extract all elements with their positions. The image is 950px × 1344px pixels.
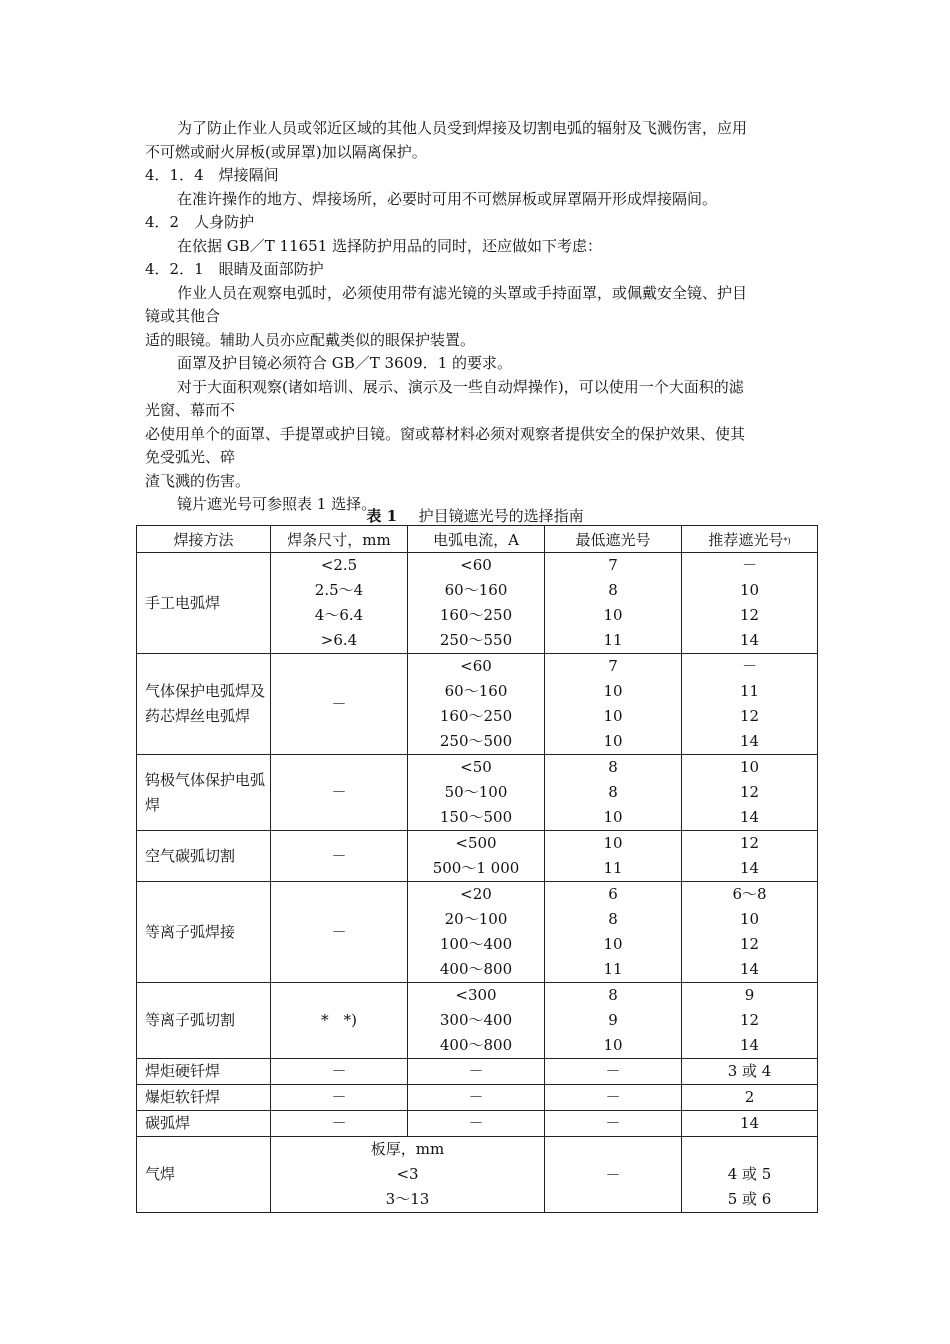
table-cell-value: 8 (608, 581, 618, 599)
table-cell-value: 60～160 (444, 682, 508, 700)
electrode-size-cell (271, 553, 408, 654)
table-row-gas-welding (137, 1137, 818, 1213)
table-row (137, 983, 818, 1059)
recommended-shade-cell (682, 882, 818, 983)
table-cell-value: 6 (608, 885, 618, 903)
table-cell-value: 11 (739, 682, 760, 700)
heading-4-2-1: 4．2．1 眼睛及面部防护 (145, 260, 324, 278)
table-cell-value: － (468, 1088, 484, 1106)
min-shade-cell: － (545, 1137, 682, 1213)
min-shade-cell (545, 654, 682, 755)
table-cell-value: 250～550 (439, 631, 513, 649)
text-line: 镜或其他合 (145, 307, 221, 325)
table-cell-value: 14 (739, 732, 760, 750)
table-cell-value: 500～1 000 (432, 859, 520, 877)
min-shade-cell (545, 755, 682, 831)
table-cell-value: 2.5～4 (314, 581, 364, 599)
table-cell-value: 100～400 (439, 935, 513, 953)
electrode-size-cell (271, 1085, 408, 1111)
min-shade-cell (545, 831, 682, 882)
table-cell-value: 10 (603, 707, 623, 725)
table-cell-value: 5 或 6 (727, 1190, 772, 1208)
table-cell-value: 50～100 (444, 783, 508, 801)
table-cell-value: <60 (460, 556, 492, 574)
recommended-shade-cell (682, 983, 818, 1059)
table-number: 表 1 (366, 507, 398, 525)
plate-thickness-cell (271, 1137, 545, 1213)
table-cell-value: 9 (744, 986, 755, 1004)
recommended-shade-cell (682, 654, 818, 755)
table-cell-value: 8 (608, 783, 618, 801)
welding-method-cell: 钨极气体保护电弧焊 (137, 755, 271, 831)
table-cell-value: 10 (739, 758, 760, 776)
table-cell-value: 4 或 5 (727, 1165, 772, 1183)
electrode-size-cell (271, 654, 408, 755)
table-cell-value: － (331, 922, 347, 941)
text-line: 必使用单个的面罩、手提罩或护目镜。窗或幕材料必须对观察者提供安全的保护效果、使其 (145, 424, 746, 443)
recommended-shade-cell (682, 1085, 818, 1111)
table-cell-value: 6～8 (732, 885, 767, 903)
table-cell-value: － (468, 1114, 484, 1132)
table-cell-value: <50 (460, 758, 492, 776)
table-cell-value: 10 (739, 581, 760, 599)
arc-current-cell (408, 983, 545, 1059)
table-cell-value: 11 (603, 960, 623, 978)
table-cell-value: * *) (321, 1011, 357, 1029)
arc-current-cell (408, 553, 545, 654)
table-cell-value: － (741, 556, 757, 574)
recommended-shade-cell (682, 1137, 818, 1213)
welding-method-cell: 等离子弧切割 (137, 983, 271, 1059)
table-cell-value: 9 (608, 1011, 618, 1029)
text-line: 光窗、幕而不 (145, 401, 236, 419)
electrode-size-cell (271, 755, 408, 831)
min-shade-cell (545, 553, 682, 654)
table-cell-value: 12 (739, 1011, 760, 1029)
table-cell-value: － (741, 657, 757, 675)
table-title: 护目镜遮光号的选择指南 (418, 507, 584, 525)
table-cell-value: 10 (603, 935, 623, 953)
recommended-shade-cell (682, 553, 818, 654)
paragraph-shade-reference: 镜片遮光号可参照表 1 选择。 (177, 495, 377, 513)
heading-4-2: 4．2 人身防护 (145, 213, 255, 231)
table-cell-value: 7 (608, 657, 618, 675)
table-cell-value: 160～250 (439, 707, 513, 725)
table-cell-value: 12 (739, 783, 760, 801)
table-cell-value: 12 (739, 834, 760, 852)
table-cell-value: － (331, 1088, 347, 1106)
table-cell-value: 8 (608, 986, 618, 1004)
table-cell-value: 14 (739, 808, 760, 826)
arc-current-cell (408, 1085, 545, 1111)
table-cell-value: >6.4 (320, 631, 358, 649)
table-cell-value: 8 (608, 758, 618, 776)
table-row (137, 882, 818, 983)
table-cell-value: 3～13 (385, 1190, 430, 1208)
table-row (137, 831, 818, 882)
table-row (137, 755, 818, 831)
electrode-size-cell (271, 983, 408, 1059)
table-cell-value: 4～6.4 (314, 606, 364, 624)
table-cell-value: 10 (603, 834, 623, 852)
welding-method-cell: 爆炬软钎焊 (137, 1085, 271, 1111)
heading-4-1-4: 4．1．4 焊接隔间 (145, 166, 279, 184)
table-cell-value: 10 (603, 682, 623, 700)
table-cell-value: － (331, 783, 347, 801)
spacer (682, 1137, 817, 1162)
table-cell-value: 160～250 (439, 606, 513, 624)
paragraph-standard: 面罩及护目镜必须符合 GB／T 3609．1 的要求。 (177, 354, 513, 372)
table-cell-value: 10 (739, 910, 760, 928)
table-cell-value: 60～160 (444, 581, 508, 599)
paragraph-protective-equipment: 在依据 GB／T 11651 选择防护用品的同时，还应做如下考虑： (177, 236, 603, 255)
paragraph-eye-protection (145, 282, 815, 353)
plate-thickness-label: 板厚，mm (370, 1140, 445, 1158)
header-electrode-size: 焊条尺寸，mm (271, 526, 408, 553)
electrode-size-cell (271, 831, 408, 882)
table-cell-value: － (331, 1114, 347, 1132)
table-cell-value: 14 (739, 631, 760, 649)
table-cell-value: 12 (739, 606, 760, 624)
table-cell-value: － (331, 694, 347, 713)
table-cell-value: <60 (460, 657, 492, 675)
table-cell-value: 400～800 (439, 960, 513, 978)
recommended-shade-cell (682, 831, 818, 882)
table-cell-value: 11 (603, 631, 623, 649)
min-shade-cell (545, 882, 682, 983)
welding-method-cell: 气焊 (137, 1137, 271, 1213)
electrode-size-cell (271, 882, 408, 983)
min-shade-cell (545, 1059, 682, 1085)
table-cell-value: <2.5 (320, 556, 358, 574)
table-cell-value: 10 (603, 606, 623, 624)
paragraph-isolation (145, 117, 815, 164)
table-cell-value: 300～400 (439, 1011, 513, 1029)
table-cell-value: 10 (603, 732, 623, 750)
table-row (137, 1085, 818, 1111)
table-cell-value: 20～100 (444, 910, 508, 928)
min-shade-cell (545, 1085, 682, 1111)
table-cell-value: － (331, 846, 347, 865)
header-recommended-shade: 推荐遮光号*) (682, 526, 818, 553)
arc-current-cell (408, 1059, 545, 1085)
header-arc-current: 电弧电流，A (408, 526, 545, 553)
table-cell-value: 250～500 (439, 732, 513, 750)
table-cell-value: <500 (455, 834, 497, 852)
table-cell-value: 150～500 (439, 808, 513, 826)
table-cell-value: 2 (744, 1088, 755, 1106)
arc-current-cell (408, 755, 545, 831)
text-line: 不可燃或耐火屏板(或屏罩)加以隔离保护。 (145, 142, 427, 161)
table-cell-value: － (605, 1062, 621, 1080)
recommended-shade-cell (682, 755, 818, 831)
table-cell-value: 10 (603, 808, 623, 826)
table-cell-value: 11 (603, 859, 623, 877)
table-row (137, 1059, 818, 1085)
welding-method-cell: 焊炬硬钎焊 (137, 1059, 271, 1085)
table-cell-value: 14 (739, 859, 760, 877)
table-cell-value: － (605, 1088, 621, 1106)
table-cell-value: <3 (396, 1165, 419, 1183)
table-cell-value: 14 (739, 1114, 760, 1132)
table-row (137, 654, 818, 755)
recommended-shade-cell (682, 1111, 818, 1137)
table-cell-value: <300 (455, 986, 497, 1004)
table-cell-value: 12 (739, 935, 760, 953)
table-row (137, 553, 818, 654)
text-line: 渣飞溅的伤害。 (145, 471, 251, 490)
table-cell-value: － (331, 1062, 347, 1080)
arc-current-cell (408, 654, 545, 755)
table-cell-value: 3 或 4 (727, 1062, 772, 1080)
table-cell-value: 14 (739, 960, 760, 978)
table-cell-value: <20 (460, 885, 492, 903)
table-cell-value: － (468, 1062, 484, 1080)
paragraph-large-area (145, 376, 815, 494)
electrode-size-cell (271, 1111, 408, 1137)
table-cell-value: 7 (608, 556, 618, 574)
shade-selection-table (136, 525, 818, 1213)
welding-method-cell: 空气碳弧切割 (137, 831, 271, 882)
text-line: 对于大面积观察(诸如培训、展示、演示及一些自动焊操作)，可以使用一个大面积的滤 (177, 377, 744, 396)
footnote-marker: *) (783, 536, 791, 545)
min-shade-cell (545, 983, 682, 1059)
table-cell-value: 10 (603, 1036, 623, 1054)
electrode-size-cell (271, 1059, 408, 1085)
table-row (137, 1111, 818, 1137)
text-line: 作业人员在观察电弧时，必须使用带有滤光镜的头罩或手持面罩，或佩戴安全镜、护目 (177, 283, 748, 302)
min-shade-cell (545, 1111, 682, 1137)
recommended-shade-cell (682, 1059, 818, 1085)
arc-current-cell (408, 882, 545, 983)
arc-current-cell (408, 1111, 545, 1137)
table-cell-value: 400～800 (439, 1036, 513, 1054)
welding-method-cell: 碳弧焊 (137, 1111, 271, 1137)
text-line: 为了防止作业人员或邻近区域的其他人员受到焊接及切割电弧的辐射及飞溅伤害，应用 (177, 119, 748, 137)
table-caption (0, 505, 950, 526)
welding-method-cell: 等离子弧焊接 (137, 882, 271, 983)
welding-method-cell: 手工电弧焊 (137, 553, 271, 654)
welding-method-cell: 气体保护电弧焊及药芯焊丝电弧焊 (137, 654, 271, 755)
paragraph-welding-booth: 在准许操作的地方、焊接场所，必要时可用不可燃屏板或屏罩隔开形成焊接隔间。 (177, 189, 718, 208)
text-line: 适的眼镜。辅助人员亦应配戴类似的眼保护装置。 (145, 330, 476, 349)
table-header-row (137, 526, 818, 553)
table-cell-value: 14 (739, 1036, 760, 1054)
table-cell-value: 8 (608, 910, 618, 928)
text-line: 免受弧光、碎 (145, 448, 236, 466)
table-cell-value: － (605, 1114, 621, 1132)
table-cell-value: 12 (739, 707, 760, 725)
header-min-shade: 最低遮光号 (545, 526, 682, 553)
header-method: 焊接方法 (137, 526, 271, 553)
arc-current-cell (408, 831, 545, 882)
